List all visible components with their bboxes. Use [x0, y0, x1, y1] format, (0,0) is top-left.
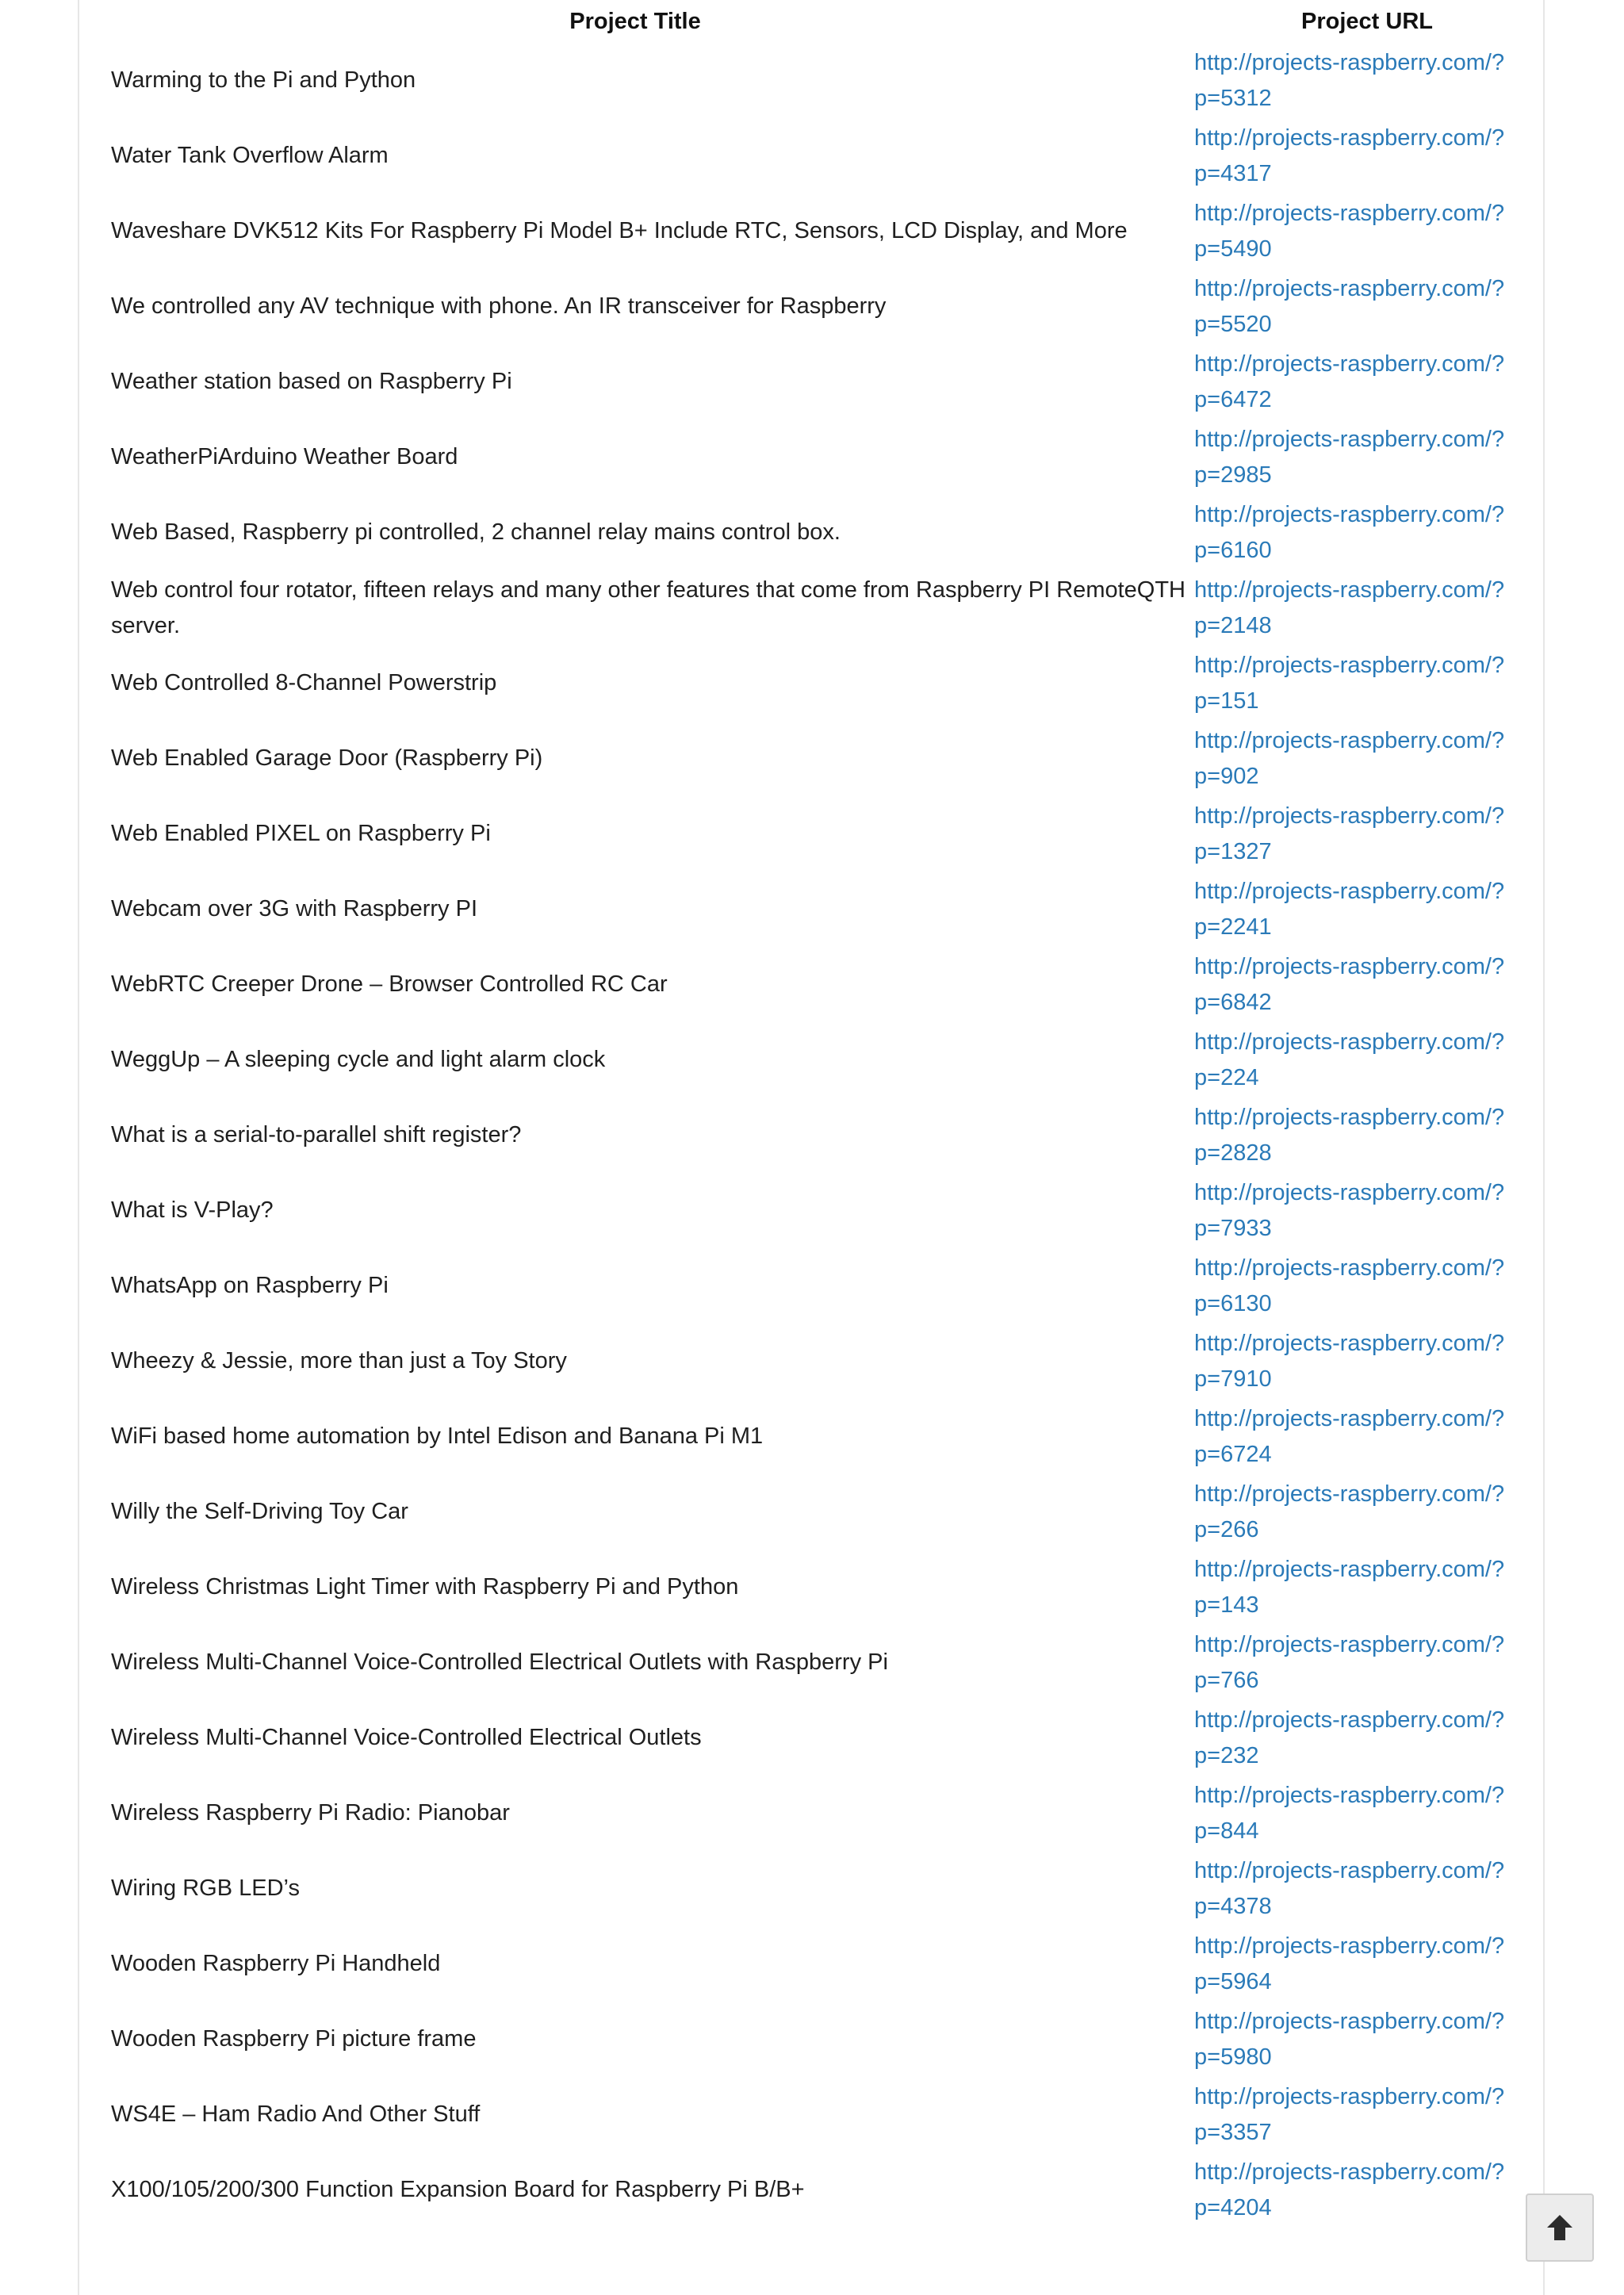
table-row — [79, 1324, 1543, 1399]
project-title-cell: WiFi based home automation by Intel Edison and Banana Pi M1 — [111, 1423, 764, 1449]
project-url-link[interactable]: http://projects-raspberry.com/?p=2985 — [1194, 426, 1505, 488]
project-url-link[interactable]: http://projects-raspberry.com/?p=2241 — [1194, 878, 1505, 940]
project-url-cell — [1191, 1926, 1543, 2002]
project-title-cell: Wiring RGB LED’s — [111, 1875, 300, 1901]
project-url-link[interactable]: http://projects-raspberry.com/?p=224 — [1194, 1029, 1505, 1090]
table-row — [79, 269, 1543, 344]
table-row — [79, 2077, 1543, 2152]
project-url-cell — [1191, 1700, 1543, 1776]
table-row — [79, 1399, 1543, 1474]
project-url-cell — [1191, 1776, 1543, 1851]
project-title-cell: Water Tank Overflow Alarm — [111, 143, 389, 168]
project-url-cell — [1191, 1851, 1543, 1926]
project-url-link[interactable]: http://projects-raspberry.com/?p=7933 — [1194, 1179, 1505, 1241]
project-url-link[interactable]: http://projects-raspberry.com/?p=4317 — [1194, 125, 1505, 186]
table-header — [79, 0, 1543, 43]
project-title-cell: WeggUp – A sleeping cycle and light alarm clock — [111, 1047, 606, 1072]
project-url-cell — [1191, 193, 1543, 269]
project-url-link[interactable]: http://projects-raspberry.com/?p=1327 — [1194, 803, 1505, 864]
project-url-link[interactable]: http://projects-raspberry.com/?p=6130 — [1194, 1255, 1505, 1316]
project-title-cell: What is a serial-to-parallel shift register? — [111, 1122, 522, 1148]
project-url-link[interactable]: http://projects-raspberry.com/?p=4378 — [1194, 1857, 1505, 1919]
project-url-cell — [1191, 1324, 1543, 1399]
project-url-cell — [1191, 43, 1543, 118]
project-title-cell: Web Enabled PIXEL on Raspberry Pi — [111, 821, 491, 846]
table-row — [79, 1248, 1543, 1324]
column-header-project-title: Project Title — [569, 8, 701, 34]
project-url-link[interactable]: http://projects-raspberry.com/?p=5964 — [1194, 1933, 1505, 1994]
project-url-cell — [1191, 2152, 1543, 2228]
project-url-cell — [1191, 1248, 1543, 1324]
project-url-cell — [1191, 646, 1543, 721]
project-title-cell: X100/105/200/300 Function Expansion Board for Raspberry Pi B/B+ — [111, 2177, 805, 2202]
project-url-link[interactable]: http://projects-raspberry.com/?p=6724 — [1194, 1405, 1505, 1467]
project-url-link[interactable]: http://projects-raspberry.com/?p=3357 — [1194, 2083, 1505, 2145]
project-title-cell: Waveshare DVK512 Kits For Raspberry Pi Model B+ Include RTC, Sensors, LCD Display, and More — [111, 218, 1128, 243]
table-row — [79, 947, 1543, 1022]
table-row — [79, 495, 1543, 570]
project-title-cell: Wireless Multi-Channel Voice-Controlled Electrical Outlets — [111, 1725, 702, 1750]
table-row — [79, 1851, 1543, 1926]
table-row — [79, 43, 1543, 118]
project-url-link[interactable]: http://projects-raspberry.com/?p=6160 — [1194, 501, 1505, 563]
project-title-cell: Warming to the Pi and Python — [111, 67, 416, 93]
table-row — [79, 2002, 1543, 2077]
project-url-cell — [1191, 1022, 1543, 1098]
column-header-project-url: Project URL — [1301, 8, 1433, 34]
table-row — [79, 646, 1543, 721]
project-title-cell: Webcam over 3G with Raspberry PI — [111, 896, 478, 921]
table-row — [79, 1098, 1543, 1173]
project-url-cell — [1191, 1625, 1543, 1700]
table-row — [79, 1776, 1543, 1851]
project-title-cell: Web Based, Raspberry pi controlled, 2 channel relay mains control box. — [111, 519, 841, 545]
project-url-cell — [1191, 1173, 1543, 1248]
project-url-link[interactable]: http://projects-raspberry.com/?p=266 — [1194, 1481, 1505, 1542]
table-row — [79, 872, 1543, 947]
project-url-cell — [1191, 1474, 1543, 1550]
project-url-link[interactable]: http://projects-raspberry.com/?p=902 — [1194, 727, 1505, 789]
table-row — [79, 721, 1543, 796]
table-row — [79, 420, 1543, 495]
project-url-cell — [1191, 721, 1543, 796]
project-title-cell: What is V-Play? — [111, 1197, 274, 1223]
project-title-cell: WS4E – Ham Radio And Other Stuff — [111, 2102, 481, 2127]
header-row — [79, 0, 1543, 43]
table-row — [79, 1625, 1543, 1700]
project-url-link[interactable]: http://projects-raspberry.com/?p=4204 — [1194, 2159, 1505, 2220]
table-row — [79, 1022, 1543, 1098]
project-url-link[interactable]: http://projects-raspberry.com/?p=6472 — [1194, 351, 1505, 412]
project-title-cell: Wooden Raspberry Pi Handheld — [111, 1951, 441, 1976]
project-url-link[interactable]: http://projects-raspberry.com/?p=151 — [1194, 652, 1505, 714]
project-url-cell — [1191, 344, 1543, 420]
project-title-cell: Wireless Raspberry Pi Radio: Pianobar — [111, 1800, 510, 1826]
table-row — [79, 796, 1543, 872]
project-url-link[interactable]: http://projects-raspberry.com/?p=143 — [1194, 1556, 1505, 1618]
project-url-cell — [1191, 1550, 1543, 1625]
arrow-up-icon — [1544, 2212, 1576, 2243]
project-url-link[interactable]: http://projects-raspberry.com/?p=5520 — [1194, 275, 1505, 337]
project-title-cell: Wireless Multi-Channel Voice-Controlled Electrical Outlets with Raspberry Pi — [111, 1649, 888, 1675]
project-url-cell — [1191, 118, 1543, 193]
project-url-link[interactable]: http://projects-raspberry.com/?p=232 — [1194, 1707, 1505, 1768]
project-title-cell: Wireless Christmas Light Timer with Raspberry Pi and Python — [111, 1574, 739, 1600]
project-url-cell — [1191, 1399, 1543, 1474]
projects-table — [79, 0, 1543, 2228]
table-body — [79, 43, 1543, 2228]
project-url-cell — [1191, 495, 1543, 570]
project-url-cell — [1191, 2002, 1543, 2077]
project-url-cell — [1191, 570, 1543, 646]
project-title-cell: Wheezy & Jessie, more than just a Toy Story — [111, 1348, 567, 1374]
project-url-link[interactable]: http://projects-raspberry.com/?p=844 — [1194, 1782, 1505, 1844]
table-row — [79, 570, 1543, 646]
content-frame — [78, 0, 1545, 2295]
project-url-link[interactable]: http://projects-raspberry.com/?p=2828 — [1194, 1104, 1505, 1166]
project-url-cell — [1191, 2077, 1543, 2152]
table-row — [79, 1550, 1543, 1625]
project-url-link[interactable]: http://projects-raspberry.com/?p=2148 — [1194, 577, 1505, 638]
project-title-cell: Willy the Self-Driving Toy Car — [111, 1499, 408, 1524]
project-title-cell: Wooden Raspberry Pi picture frame — [111, 2026, 477, 2052]
project-title-cell: WhatsApp on Raspberry Pi — [111, 1273, 389, 1298]
project-title-cell: Weather station based on Raspberry Pi — [111, 369, 512, 394]
project-title-cell: Web Enabled Garage Door (Raspberry Pi) — [111, 745, 543, 771]
project-url-link[interactable]: http://projects-raspberry.com/?p=6842 — [1194, 953, 1505, 1015]
table-row — [79, 193, 1543, 269]
project-title-cell: We controlled any AV technique with phone. An IR transceiver for Raspberry — [111, 293, 887, 319]
table-row — [79, 1474, 1543, 1550]
project-title-cell: WeatherPiArduino Weather Board — [111, 444, 458, 469]
table-row — [79, 2152, 1543, 2228]
project-title-cell: Web control four rotator, fifteen relays and many other features that come from Raspberry PI RemoteQTH server. — [111, 577, 1185, 638]
table-row — [79, 344, 1543, 420]
project-title-cell: WebRTC Creeper Drone – Browser Controlled RC Car — [111, 971, 668, 997]
project-url-cell — [1191, 269, 1543, 344]
table-row — [79, 1173, 1543, 1248]
project-url-link[interactable]: http://projects-raspberry.com/?p=5980 — [1194, 2008, 1505, 2070]
project-url-cell — [1191, 1098, 1543, 1173]
back-to-top-button[interactable] — [1526, 2193, 1594, 2262]
project-url-cell — [1191, 420, 1543, 495]
project-url-link[interactable]: http://projects-raspberry.com/?p=7910 — [1194, 1330, 1505, 1392]
project-url-link[interactable]: http://projects-raspberry.com/?p=5490 — [1194, 200, 1505, 262]
project-title-cell: Web Controlled 8-Channel Powerstrip — [111, 670, 497, 695]
project-url-cell — [1191, 947, 1543, 1022]
project-url-link[interactable]: http://projects-raspberry.com/?p=5312 — [1194, 49, 1505, 111]
table-row — [79, 118, 1543, 193]
project-url-cell — [1191, 796, 1543, 872]
project-url-link[interactable]: http://projects-raspberry.com/?p=766 — [1194, 1631, 1505, 1693]
project-url-cell — [1191, 872, 1543, 947]
table-row — [79, 1926, 1543, 2002]
table-row — [79, 1700, 1543, 1776]
